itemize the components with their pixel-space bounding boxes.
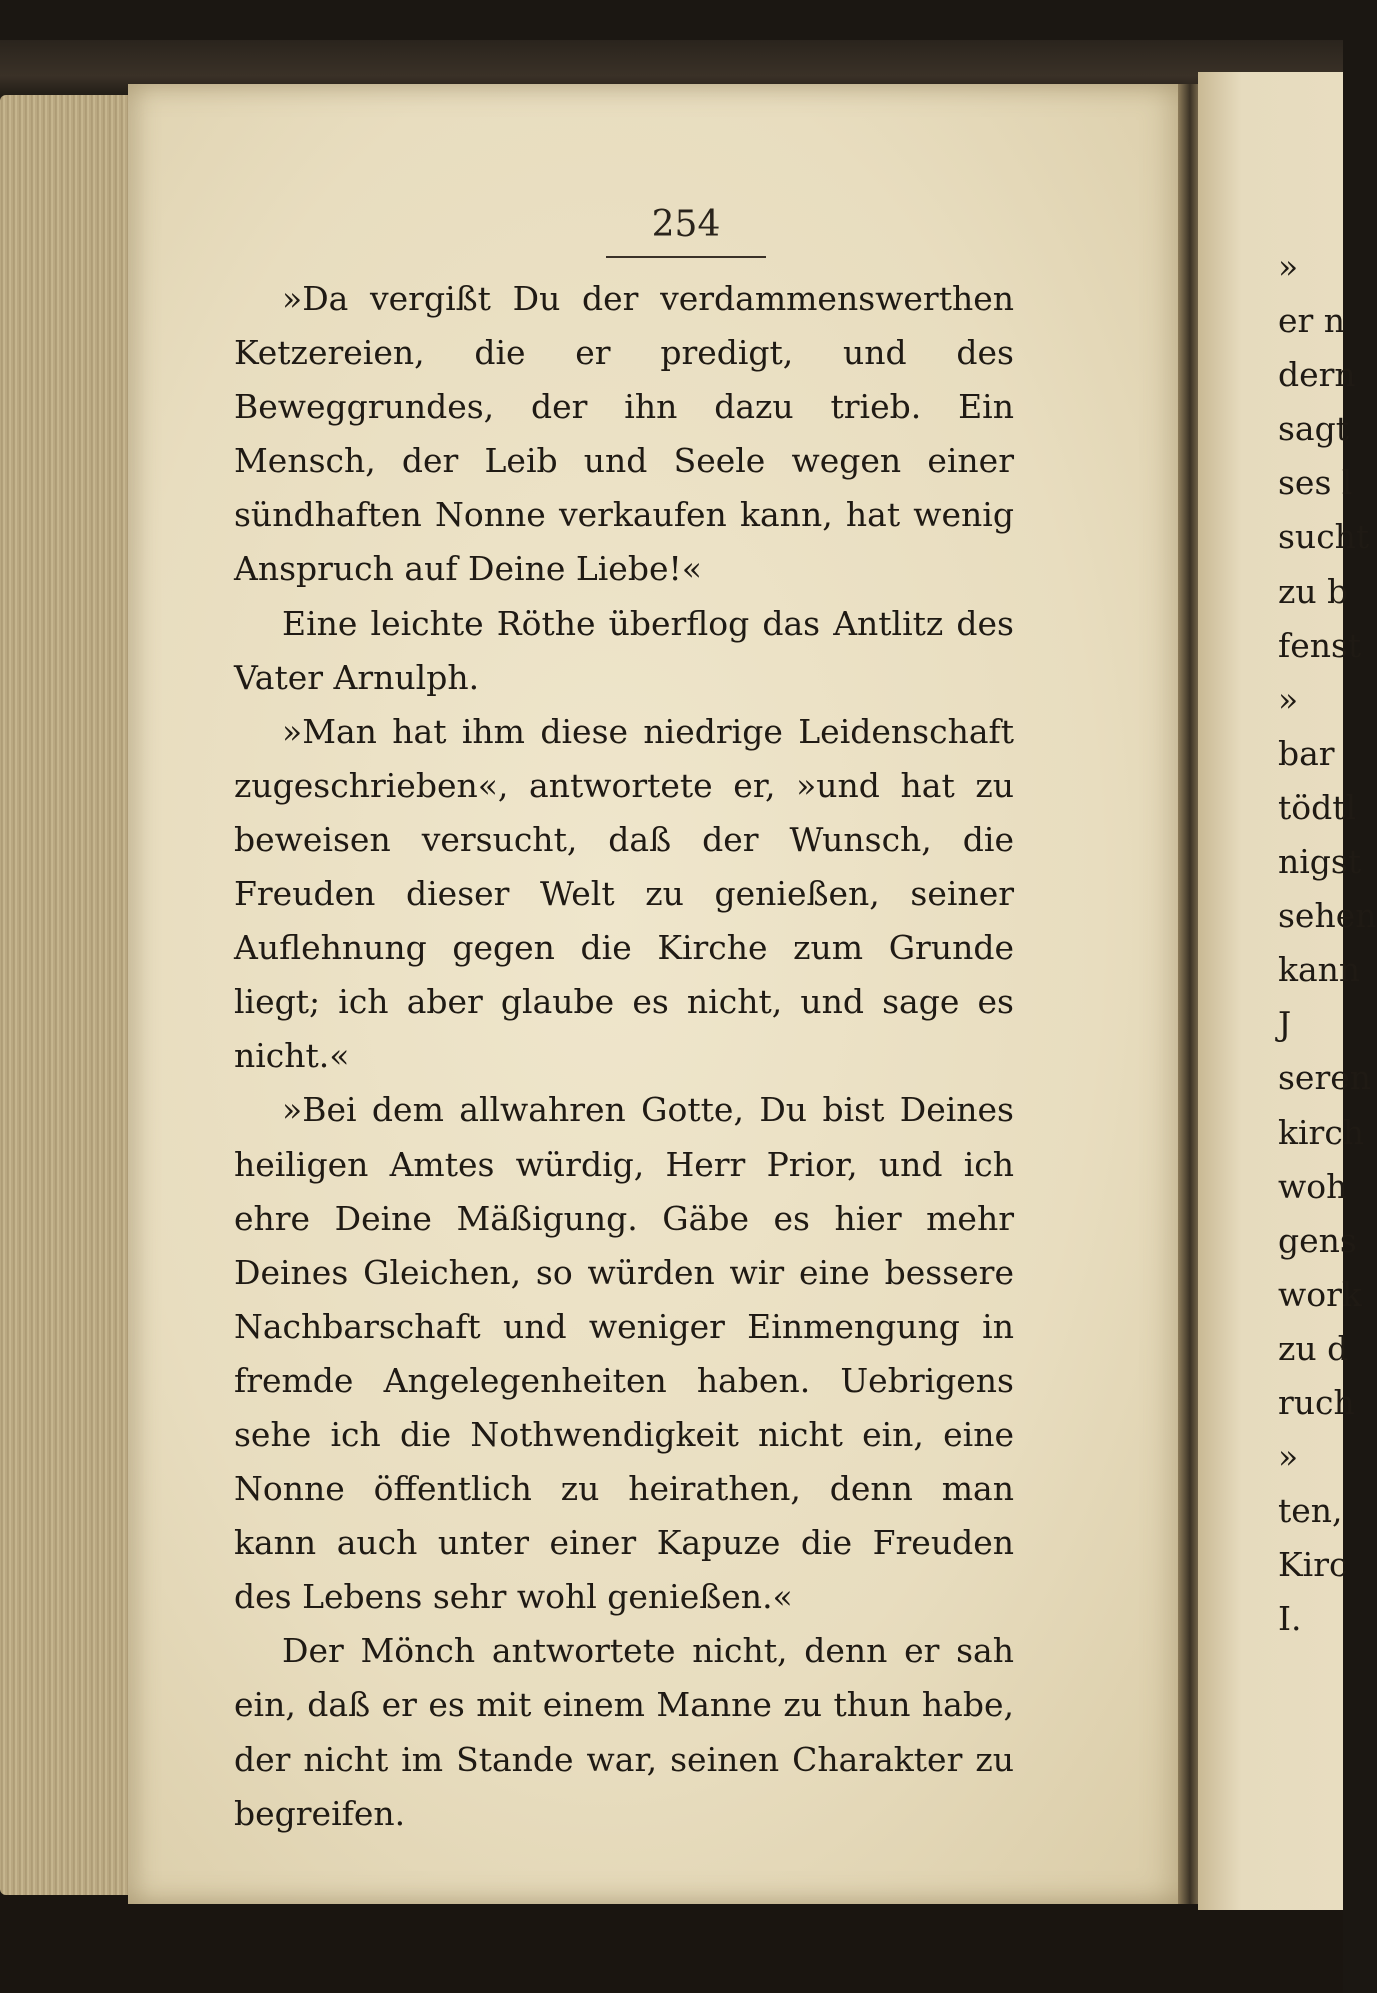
right-page-line: seren	[1278, 1058, 1372, 1098]
page-number: 254	[651, 204, 721, 245]
header-rule	[606, 256, 766, 258]
right-page-line: kann	[1278, 950, 1361, 990]
right-page-line: »	[1278, 247, 1299, 286]
right-page-line: ruch	[1278, 1382, 1355, 1422]
paragraph: »Bei dem allwahren Gotte, Du bist Deines heiligen Amtes würdig, Herr Prior, und ich ehre Deine Mäßigung. Gäbe es hier mehr Deines Gleichen, so würden wir eine bessere Nachbarschaft und weniger Einmengung in fremde Angelegenheiten haben. Uebrigens sehe ich die Nothwendigkeit nicht ein, eine Nonne öffentlich zu heirathen, denn man kann auch unter einer Kapuze die Freuden des Lebens sehr wohl genießen.«	[234, 1090, 1014, 1617]
right-page-line: ses l	[1278, 463, 1353, 503]
right-page-line: kirch	[1278, 1112, 1365, 1152]
right-page-line: woh	[1278, 1166, 1348, 1206]
right-page-line: zu d	[1278, 1328, 1349, 1368]
right-page-line: bar	[1278, 733, 1335, 773]
book-cover-bottom	[0, 1890, 1343, 1993]
right-page-line: nigst	[1278, 842, 1362, 882]
right-page-line: J	[1278, 1004, 1292, 1044]
right-page-line: fenst	[1278, 625, 1362, 665]
paragraph: »Da vergißt Du der verdammenswerthen Ketzereien, die er predigt, und des Beweggrundes, der ihn dazu trieb. Ein Mensch, der Leib und Seele wegen einer sündhaften Nonne verkaufen kann, hat wenig Anspruch auf Deine Liebe!«	[234, 279, 1014, 589]
right-page-line: zu b	[1278, 571, 1349, 611]
right-page-line: I.	[1278, 1599, 1302, 1639]
right-page-line: Kirc	[1278, 1545, 1348, 1585]
right-page-line: work	[1278, 1274, 1362, 1314]
right-page-line: ten,	[1278, 1491, 1343, 1531]
paragraph: Eine leichte Röthe überflog das Antlitz des Vater Arnulph.	[234, 603, 1014, 697]
right-page-line: »	[1278, 679, 1299, 719]
paragraph: Der Mönch antwortete nicht, denn er sah ein, daß er es mit einem Manne zu thun habe, der nicht im Stande war, seinen Charakter zu begreifen.	[234, 1631, 1014, 1833]
left-page	[128, 84, 1190, 1904]
page-body	[234, 272, 1014, 1841]
right-page-line: er n	[1278, 301, 1346, 341]
right-page-line: gens	[1278, 1220, 1357, 1260]
right-page-line: dern	[1278, 355, 1356, 395]
paragraph: »Man hat ihm diese niedrige Leidenschaft zugeschrieben«, antwortete er, »und hat zu beweisen versucht, daß der Wunsch, die Freuden dieser Welt zu genießen, seiner Auflehnung gegen die Kirche zum Grunde liegt; ich aber glaube es nicht, und sage es nicht.«	[234, 711, 1014, 1076]
right-page-line: sagt	[1278, 409, 1349, 449]
page-edges	[0, 95, 130, 1895]
right-page-line: »	[1278, 1437, 1299, 1477]
right-page-line: sehen	[1278, 896, 1377, 936]
right-page-line: sucht	[1278, 517, 1370, 557]
right-page-line: tödtl	[1278, 787, 1357, 827]
right-page-text	[1278, 240, 1377, 1646]
